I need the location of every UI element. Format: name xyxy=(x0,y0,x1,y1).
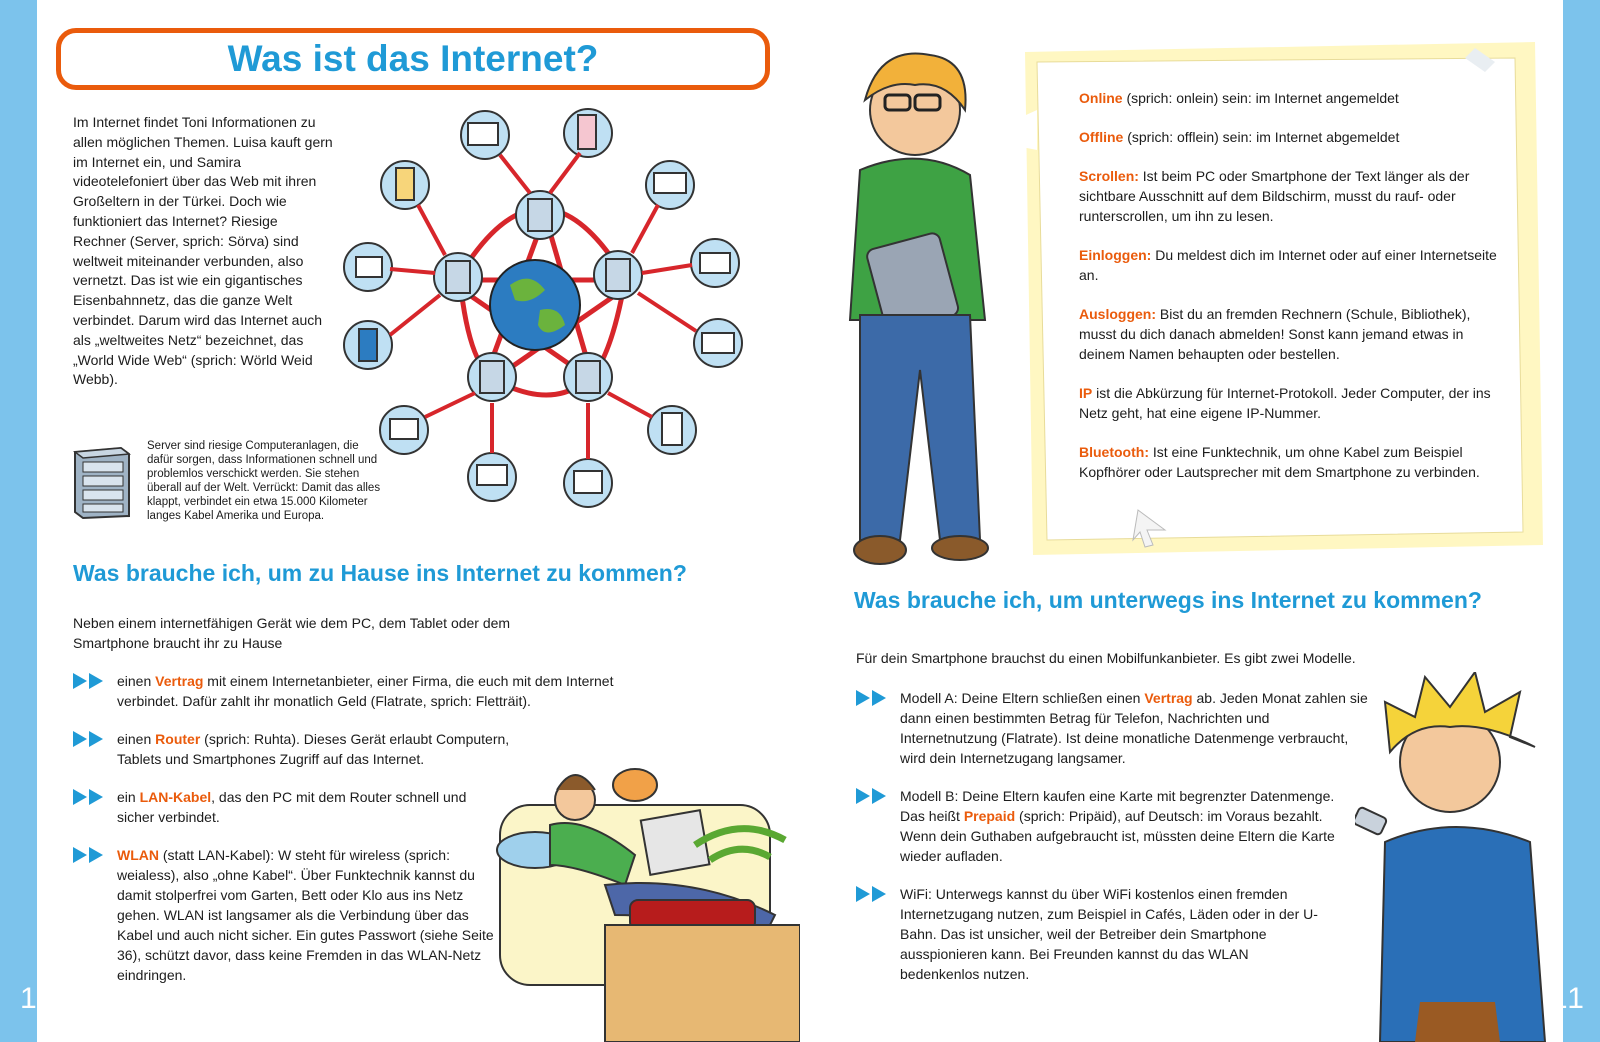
glossary-text: Ist eine Funktechnik, um ohne Kabel zum Beispiel Kopfhörer oder Lautsprecher mit dem Smartphone zu verbinden. xyxy=(1079,444,1480,480)
glossary-term: Online xyxy=(1079,90,1123,106)
server-icon xyxy=(71,444,133,520)
cat-icon xyxy=(613,769,657,801)
glossary-text: Ist beim PC oder Smartphone der Text länger als der sichtbare Ausschnitt auf dem Bildschirm, musst du rauf- oder runterscrollen, um ihn zu lesen. xyxy=(1079,168,1470,224)
bullet-pre: ein xyxy=(117,789,140,805)
section-title-home: Was brauche ich, um zu Hause ins Internet zu kommen? xyxy=(73,560,687,586)
glossary-entry xyxy=(1079,127,1499,147)
glossary-entry xyxy=(1079,442,1499,482)
page-title-box xyxy=(56,28,770,90)
term-vertrag: Vertrag xyxy=(1144,690,1193,706)
term-lan-kabel: LAN-Kabel xyxy=(139,789,212,805)
bullet-post: , das den PC mit dem Router schnell und sicher verbindet. xyxy=(117,789,467,825)
bullet-pre: einen xyxy=(117,673,156,689)
section-title-mobile: Was brauche ich, um unterwegs ins Internet zu kommen? xyxy=(854,587,1482,613)
bullet-post: ab. Jeden Monat zahlen sie dann einen bestimmten Betrag für Telefon, Nachrichten und Internetnutzung (Flatrate). Ist deine monatliche Datenmenge verbraucht, wird dein Internetzugang langsamer. xyxy=(900,690,1368,766)
double-arrow-icon xyxy=(73,789,105,805)
section-intro-home: Neben einem internetfähigen Gerät wie dem PC, dem Tablet oder dem Smartphone braucht ihr zu Hause xyxy=(73,615,511,651)
glossary-text: Bist du an fremden Rechnern (Schule, Bibliothek), musst du dich danach abmelden! Sonst kann jemand etwas in deinem Namen behaupten oder bestellen. xyxy=(1079,306,1471,362)
internet-network-illustration xyxy=(340,105,780,525)
glossary-text: (sprich: onlein) sein: im Internet angemeldet xyxy=(1122,90,1399,106)
list-item xyxy=(117,729,537,769)
bullet-post: (sprich: Pripäid), auf Deutsch: im Voraus bezahlt. Wenn dein Guthaben aufgebraucht ist, müssten deine Eltern die Karte wieder aufladen. xyxy=(900,808,1335,864)
glossary-entry xyxy=(1079,383,1499,423)
glossary-text: ist die Abkürzung für Internet-Protokoll. Jeder Computer, der ins Netz geht, hat eine eigene IP-Nummer. xyxy=(1079,385,1491,421)
page-title: Was ist das Internet? xyxy=(227,38,599,79)
intro-text: Im Internet findet Toni Informationen zu allen möglichen Themen. Luisa kauft gern im Internet ein, und Samira videotelefoniert über das Web mit ihren Großeltern in der Türkei. Doch wie funktioniert das Internet? Riesige Rechner (Server, sprich: Sörva) sind weltweit miteinander verbunden, also vernetzt. Das ist wie ein gigantisches Eisenbahnnetz, das die ganze Welt verbindet. Darum wird das Internet auch als „weltweites Netz“ bezeichnet, das „World Wide Web“ (sprich: Wörld Weid Webb). xyxy=(73,114,333,388)
list-item xyxy=(900,884,1320,984)
double-arrow-icon xyxy=(856,690,888,706)
page-number-left: 10 xyxy=(20,982,58,1015)
term-prepaid: Prepaid xyxy=(963,808,1016,824)
glossary-term: IP xyxy=(1079,385,1093,401)
list-item xyxy=(117,671,617,711)
glossary-term: Bluetooth: xyxy=(1079,444,1149,460)
bullet-pre: WiFi: Unterwegs kannst du über WiFi kostenlos einen fremden Internetzugang nutzen, zum Beispiel in Cafés, Läden oder in der U-Bahn. Das ist unsicher, weil der Betreiber dein Smartphone ausspionieren kann. Bei Freunden kannst du das WLAN bedenkenlos nutzen. xyxy=(900,886,1318,982)
double-arrow-icon xyxy=(73,673,105,689)
list-item xyxy=(900,688,1370,768)
glossary-term: Ausloggen: xyxy=(1079,306,1156,322)
bullet-post: (sprich: Ruhta). Dieses Gerät erlaubt Computern, Tablets und Smartphones Zugriff auf das Internet. xyxy=(117,731,510,767)
term-router: Router xyxy=(155,731,201,747)
double-arrow-icon xyxy=(856,886,888,902)
bullet-pre: Modell B: Deine Eltern kaufen eine Karte mit begrenzter Datenmenge. Das heißt xyxy=(900,788,1335,824)
glossary-entry xyxy=(1079,166,1499,226)
smartphone-icon xyxy=(1355,807,1387,836)
term-wlan: WLAN xyxy=(117,847,159,863)
glossary-text: (sprich: offlein) sein: im Internet abgemeldet xyxy=(1123,129,1400,145)
term-vertrag: Vertrag xyxy=(155,673,204,689)
list-item xyxy=(900,786,1355,866)
bullet-pre: Modell A: Deine Eltern schließen einen xyxy=(900,690,1145,706)
page-number-right: 11 xyxy=(1550,982,1586,1015)
section-intro-mobile: Für dein Smartphone brauchst du einen Mobilfunkanbieter. Es gibt zwei Modelle. xyxy=(856,650,1356,666)
bullet-post: (statt LAN-Kabel): W steht für wireless (sprich: weialess), also „ohne Kabel“. Über Funktechnik kannst du damit stolperfrei vom Garten, Bett oder Klo aus ins Netz gehen. WLAN ist langsamer als die Verbindung über das Kabel und auch nicht sicher. Ein gutes Passwort (siehe Seite 36), schützt davor, dass keine Fremden in das WLAN-Netz eindringen. xyxy=(117,847,494,983)
list-item xyxy=(117,845,507,985)
bullet-pre: einen xyxy=(117,731,156,747)
glossary-term: Offline xyxy=(1079,129,1124,145)
glossary-text: Du meldest dich im Internet oder auf einer Internetseite an. xyxy=(1079,247,1497,283)
glossary-entry xyxy=(1079,88,1499,108)
glossary-term: Einloggen: xyxy=(1079,247,1152,263)
server-note: Server sind riesige Computeranlagen, die dafür sorgen, dass Informationen schnell und problemlos verschickt werden. Sie stehen überall auf der Welt. Verrückt: Damit das alles klappt, verbindet ein etwa 15.000 Kilometer langes Kabel Amerika und Europa. xyxy=(147,440,381,522)
boy-on-sofa-illustration xyxy=(495,745,800,1042)
double-arrow-icon xyxy=(73,847,105,863)
left-page-edge xyxy=(0,0,37,1042)
globe-icon xyxy=(490,260,580,350)
glossary-entry xyxy=(1079,304,1499,364)
double-arrow-icon xyxy=(73,731,105,747)
glossary-list xyxy=(1079,88,1499,501)
list-item xyxy=(117,787,507,827)
glossary-entry xyxy=(1079,245,1499,285)
boy-with-smartphone-illustration xyxy=(1355,672,1560,1042)
right-page-edge xyxy=(1563,0,1600,1042)
double-arrow-icon xyxy=(856,788,888,804)
bullet-post: mit einem Internetanbieter, einer Firma, die euch mit dem Internet verbindet. Dafür zahlt ihr monatlich Geld (Flatrate, sprich: Fletträit). xyxy=(117,673,614,709)
glossary-term: Scrollen: xyxy=(1079,168,1139,184)
